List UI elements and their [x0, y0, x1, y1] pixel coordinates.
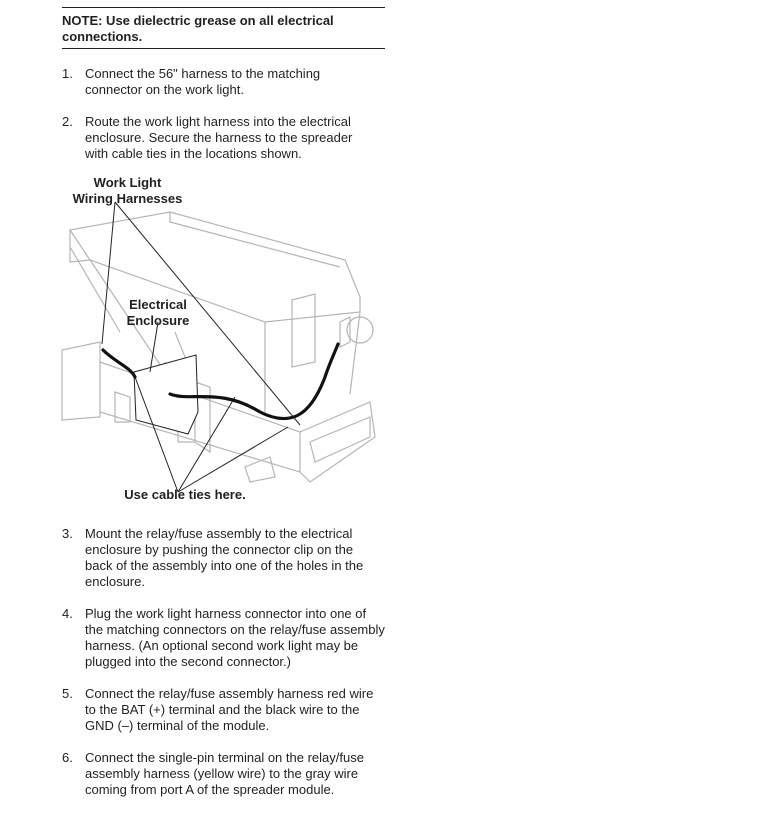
note-bottom-rule — [62, 48, 385, 49]
step-text: Plug the work light harness connector into one of the matching connectors on the relay/fuse assembly harness. (An optional second work light may be plugged into the second connector.) — [85, 606, 385, 669]
step-6 — [62, 750, 392, 798]
note-top-rule — [62, 7, 385, 8]
label-work-light-harnesses — [60, 175, 195, 207]
step-text: Route the work light harness into the electrical enclosure. Secure the harness to the spreader with cable ties in the locations shown. — [85, 114, 353, 161]
step-number: 4. — [62, 606, 73, 621]
step-4 — [62, 606, 392, 670]
step-3 — [62, 526, 392, 590]
label-line: Electrical — [129, 297, 187, 312]
step-number: 5. — [62, 686, 73, 701]
spreader-wiring-illustration — [60, 172, 390, 508]
label-line: Wiring Harnesses — [72, 191, 183, 206]
spreader-drawing — [60, 172, 390, 508]
step-number: 1. — [62, 66, 73, 81]
step-text: Connect the single-pin terminal on the relay/fuse assembly harness (yellow wire) to the gray wire coming from port A of the spreader module. — [85, 750, 364, 797]
label-cable-ties: Use cable ties here. — [124, 487, 246, 502]
note-text: NOTE: Use dielectric grease on all electrical connections. — [62, 13, 334, 44]
label-line: Work Light — [93, 175, 162, 190]
step-5 — [62, 686, 392, 734]
step-2 — [62, 114, 392, 162]
step-number: 6. — [62, 750, 73, 765]
label-line: Enclosure — [126, 313, 190, 328]
label-electrical-enclosure — [122, 297, 194, 329]
step-text: Connect the relay/fuse assembly harness red wire to the BAT (+) terminal and the black wire to the GND (–) terminal of the module. — [85, 686, 374, 733]
step-number: 3. — [62, 526, 73, 541]
step-number: 2. — [62, 114, 73, 129]
step-text: Connect the 56" harness to the matching connector on the work light. — [85, 66, 321, 97]
step-text: Mount the relay/fuse assembly to the electrical enclosure by pushing the connector clip on the back of the assembly into one of the holes in the enclosure. — [85, 526, 364, 589]
step-1 — [62, 66, 392, 98]
